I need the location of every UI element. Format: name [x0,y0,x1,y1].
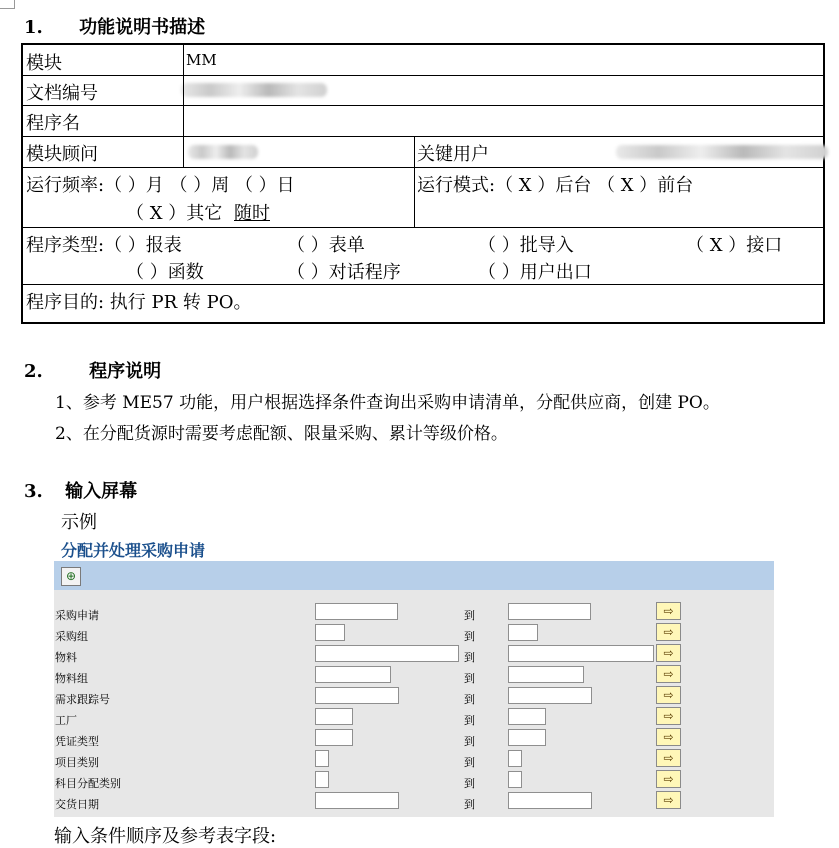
type-interface: （ X ）接口 [686,235,783,256]
multiple-selection-arrow-icon[interactable]: ⇨ [656,749,681,767]
field-to-input[interactable] [508,666,584,683]
section-1-heading [24,13,205,39]
to-label: 到 [464,672,475,685]
selection-row [54,790,774,811]
section-2-heading [24,357,161,383]
to-label: 到 [464,609,475,622]
page-corner-mark [0,0,15,9]
screen-title: 分配并处理采购申请 [61,541,206,560]
selection-row [54,685,774,706]
program-purpose: 程序目的: 执行 PR 转 PO。 [26,292,252,313]
multiple-selection-arrow-icon[interactable]: ⇨ [656,602,681,620]
to-label: 到 [464,693,475,706]
module-label: 模块 [26,53,62,74]
field-to-input[interactable] [508,624,538,641]
section-title: 功能说明书描述 [79,17,206,38]
field-from-input[interactable] [315,771,329,788]
row-consultant [23,136,823,168]
module-value: MM [186,51,217,69]
multiple-selection-arrow-icon[interactable]: ⇨ [656,644,681,662]
redacted-doc-no [181,83,327,97]
sap-selection-screen [54,561,774,817]
field-from-input[interactable] [315,729,353,746]
frequency-line-2: （ X ）其它 随时 [126,203,270,224]
field-from-input[interactable] [315,603,398,620]
frequency-other-value: 随时 [234,203,270,224]
field-label: 需求跟踪号 [55,693,110,706]
consultant-label: 模块顾问 [26,144,98,165]
field-to-input[interactable] [508,708,546,725]
field-label: 凭证类型 [55,735,99,748]
selection-row [54,664,774,685]
field-to-input[interactable] [508,729,546,746]
field-label: 项目类别 [55,756,99,769]
row-doc-no [23,75,823,106]
field-label: 物料组 [55,672,88,685]
redacted-consultant [188,145,258,159]
divider-label-col [183,45,184,167]
field-from-input[interactable] [315,687,399,704]
to-label: 到 [464,714,475,727]
key-user-label: 关键用户 [417,144,489,165]
to-label: 到 [464,798,475,811]
field-to-input[interactable] [508,750,522,767]
selection-row [54,601,774,622]
multiple-selection-arrow-icon[interactable]: ⇨ [656,665,681,683]
selection-row [54,643,774,664]
type-form: （ ）表单 [287,235,365,256]
field-to-input[interactable] [508,687,592,704]
multiple-selection-arrow-icon[interactable]: ⇨ [656,770,681,788]
frequency-line-1: 运行频率:（ ）月 （ ）周 （ ）日 [26,175,295,196]
to-label: 到 [464,735,475,748]
program-name-label: 程序名 [26,113,80,134]
field-label: 科目分配类别 [55,777,121,790]
row-program-type [23,227,823,285]
field-label: 物料 [55,651,77,664]
multiple-selection-arrow-icon[interactable]: ⇨ [656,707,681,725]
to-label: 到 [464,630,475,643]
divider-mid-col [414,136,415,227]
section-title: 输入屏幕 [65,481,138,502]
example-label: 示例 [61,512,97,533]
type-dialog: （ ）对话程序 [287,262,401,283]
section-number: 1. [24,17,43,38]
section-title: 程序说明 [89,361,162,382]
row-module [23,45,823,76]
field-to-input[interactable] [508,603,591,620]
field-label: 工厂 [55,714,77,727]
field-from-input[interactable] [315,792,399,809]
field-label: 采购申请 [55,609,99,622]
selection-row [54,622,774,643]
section-number: 3. [24,481,43,502]
multiple-selection-arrow-icon[interactable]: ⇨ [656,791,681,809]
to-label: 到 [464,756,475,769]
field-label: 采购组 [55,630,88,643]
field-from-input[interactable] [315,708,353,725]
type-function: （ ）函数 [126,262,204,283]
multiple-selection-arrow-icon[interactable]: ⇨ [656,686,681,704]
input-conditions-footer: 输入条件顺序及参考表字段: [54,826,277,847]
execute-icon[interactable]: ⊕ [61,567,81,586]
redacted-key-user [616,145,828,159]
row-program-name [23,105,823,137]
spec-table [21,43,825,324]
sap-toolbar [54,561,774,590]
field-to-input[interactable] [508,645,654,662]
selection-row [54,748,774,769]
type-report: 程序类型:（ ）报表 [26,235,182,256]
to-label: 到 [464,651,475,664]
field-to-input[interactable] [508,792,592,809]
multiple-selection-arrow-icon[interactable]: ⇨ [656,728,681,746]
type-user-exit: （ ）用户出口 [478,262,592,283]
section-3-heading [24,477,137,503]
field-from-input[interactable] [315,750,329,767]
field-label: 交货日期 [55,798,99,811]
row-frequency-mode [23,167,823,228]
run-mode-line: 运行模式:（ X ）后台 （ X ）前台 [417,175,694,196]
program-desc-line-2: 2、在分配货源时需要考虑配额、限量采购、累计等级价格。 [55,424,508,444]
selection-row [54,769,774,790]
field-from-input[interactable] [315,624,345,641]
program-desc-line-1: 1、参考 ME57 功能，用户根据选择条件查询出采购申请清单，分配供应商，创建 PO。 [55,393,720,413]
field-from-input[interactable] [315,645,459,662]
to-label: 到 [464,777,475,790]
row-purpose [23,284,823,324]
selection-row [54,727,774,748]
field-to-input[interactable] [508,771,522,788]
type-batch-import: （ ）批导入 [478,235,574,256]
multiple-selection-arrow-icon[interactable]: ⇨ [656,623,681,641]
selection-row [54,706,774,727]
field-from-input[interactable] [315,666,391,683]
section-number: 2. [24,361,43,382]
doc-no-label: 文档编号 [26,83,98,104]
